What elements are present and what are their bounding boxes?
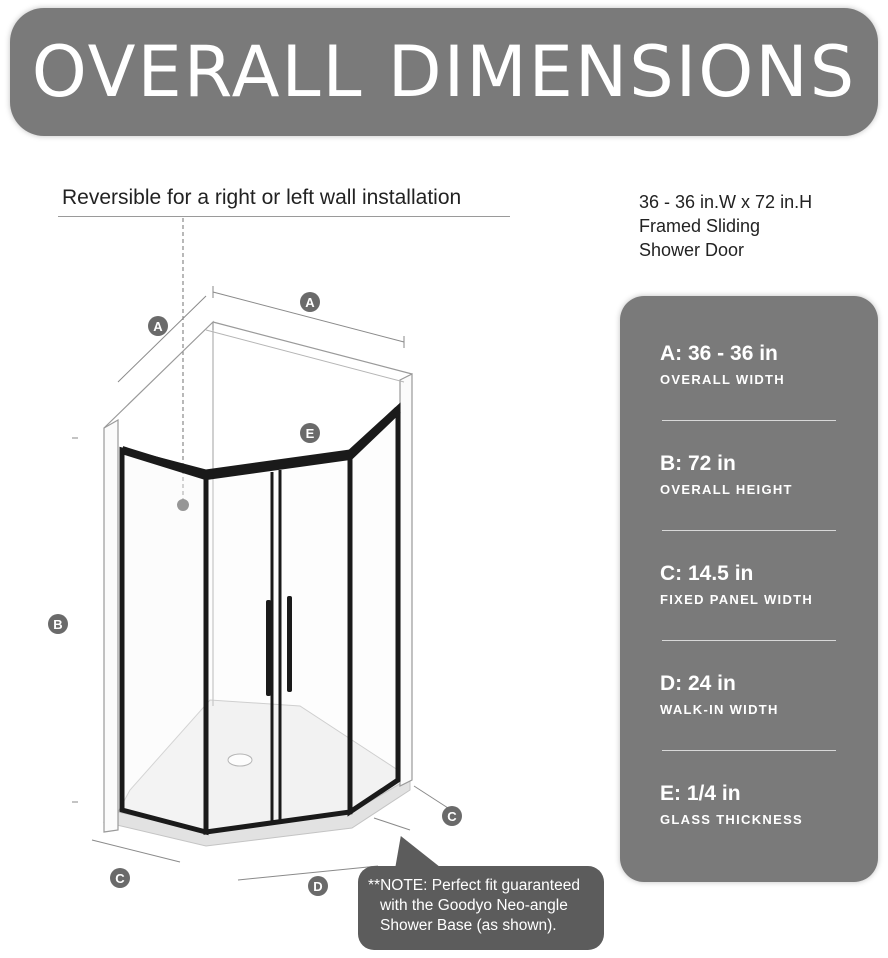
right-wall bbox=[400, 374, 412, 786]
spec-divider bbox=[662, 750, 836, 751]
marker-c-right bbox=[442, 806, 462, 826]
spec-label: GLASS THICKNESS bbox=[660, 812, 804, 827]
handle-left bbox=[266, 600, 271, 696]
marker-d bbox=[308, 876, 328, 896]
product-line-type: Framed Sliding bbox=[639, 216, 761, 236]
spec-fixed-panel-width bbox=[660, 562, 860, 607]
marker-a-top bbox=[300, 292, 320, 312]
spec-walk-in-width bbox=[660, 672, 860, 717]
dim-c-right-line bbox=[414, 786, 448, 808]
spec-label: WALK-IN WIDTH bbox=[660, 702, 779, 717]
marker-e-label: E bbox=[305, 426, 315, 441]
dim-c-right-line2 bbox=[374, 818, 410, 830]
marker-d-label: D bbox=[313, 879, 323, 894]
marker-a-top-label: A bbox=[305, 295, 315, 310]
note-text bbox=[368, 876, 598, 936]
spec-value: A: 36 - 36 in bbox=[660, 342, 778, 365]
left-wall bbox=[104, 420, 118, 832]
product-line-name: Shower Door bbox=[639, 240, 745, 260]
glass-center bbox=[206, 452, 350, 832]
spec-value: D: 24 in bbox=[660, 672, 736, 695]
glass-right bbox=[350, 408, 398, 812]
spec-divider bbox=[662, 640, 836, 641]
back-wall-top-edge bbox=[206, 330, 404, 382]
dim-d-line bbox=[238, 866, 378, 880]
glass-left bbox=[122, 450, 206, 832]
product-description bbox=[639, 190, 812, 262]
note-line-3: Shower Base (as shown). bbox=[380, 917, 557, 934]
marker-b-label: B bbox=[53, 617, 63, 632]
note-callout bbox=[358, 866, 604, 950]
marker-c-right-label: C bbox=[447, 809, 457, 824]
spec-value: C: 14.5 in bbox=[660, 562, 754, 585]
installation-subtitle: Reversible for a right or left wall installation bbox=[62, 186, 462, 209]
marker-c-left bbox=[110, 868, 130, 888]
spec-glass-thickness bbox=[660, 782, 860, 827]
spec-overall-width bbox=[660, 342, 860, 387]
marker-c-left-label: C bbox=[115, 871, 125, 886]
marker-a-left-label: A bbox=[153, 319, 163, 334]
spec-value: E: 1/4 in bbox=[660, 782, 741, 805]
handle-right bbox=[287, 596, 292, 692]
spec-label: OVERALL HEIGHT bbox=[660, 482, 793, 497]
spec-divider bbox=[662, 420, 836, 421]
product-line-size: 36 - 36 in.W x 72 in.H bbox=[639, 192, 813, 212]
spec-value: B: 72 in bbox=[660, 452, 736, 475]
dim-c-left-line bbox=[92, 840, 180, 862]
note-line-1: **NOTE: Perfect fit guaranteed bbox=[368, 877, 580, 894]
specs-panel bbox=[620, 296, 878, 882]
marker-a-left bbox=[148, 316, 168, 336]
dim-a-left-line bbox=[118, 296, 206, 382]
back-wall-right bbox=[213, 322, 412, 374]
spec-divider bbox=[662, 530, 836, 531]
spec-overall-height bbox=[660, 452, 860, 497]
spec-label: OVERALL WIDTH bbox=[660, 372, 785, 387]
note-line-2: with the Goodyo Neo-angle bbox=[380, 897, 568, 914]
marker-e bbox=[300, 423, 320, 443]
marker-b bbox=[48, 614, 68, 634]
spec-label: FIXED PANEL WIDTH bbox=[660, 592, 814, 607]
page-title: OVERALL DIMENSIONS bbox=[31, 31, 857, 113]
